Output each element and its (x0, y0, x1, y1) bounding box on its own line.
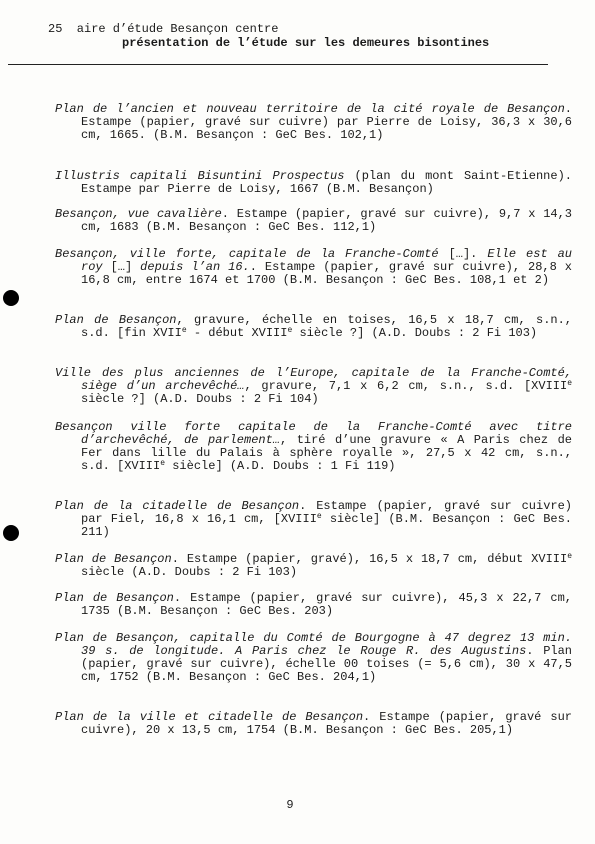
entry-text-part: , gravure, 7,1 x 6,2 cm, s.n., s.d. [XVIII (244, 379, 568, 393)
superscript: e (160, 459, 166, 468)
bibliography-entry (55, 208, 572, 234)
entry-text: (plan du mont Saint-Etienne). Estampe par Pierre de Loisy, 1667 (B.M. Besançon) (81, 169, 572, 196)
entry-title: Besançon, vue cavalière (55, 207, 222, 221)
entry-text-part: - début XVIII (186, 326, 288, 340)
entry-text: siècle] (B.M. Besançon : GeC Bes. 211) (81, 512, 572, 539)
entry-text: siècle] (A.D. Doubs : 1 Fi 119) (165, 459, 396, 473)
entry-text-part: […]. (438, 247, 488, 261)
entry-text-part: […] (102, 260, 141, 274)
bibliography-entry (55, 314, 572, 340)
entry-text: . Estampe (papier, gravé sur cuivre) par Pierre de Loisy, 36,3 x 30,6 cm, 1665. (B.M. Besançon : GeC Bes. 102,1) (81, 102, 572, 142)
bibliography-entry (55, 170, 572, 196)
entry-text: siècle ?] (A.D. Doubs : 2 Fi 103) (292, 326, 538, 340)
entry-title: Besançon ville forte capitale de la Franche-Comté avec titre d’archevêché, de parlement… (55, 420, 572, 447)
entry-title: Plan de la ville et citadelle de Besançon (55, 710, 364, 724)
entry-title: Ville des plus anciennes de l’Europe, capitale de la Franche-Comté, siège d’un archevêché… (55, 366, 572, 393)
bibliography-entry (55, 592, 572, 618)
header-line-1: 25 aire d’étude Besançon centre (48, 22, 279, 36)
entry-text: . Plan (papier, gravé sur cuivre), échelle 00 toises (= 5,6 cm), 30 x 47,5 cm, 1752 (B.M. Besançon : GeC Bes. 204,1) (81, 644, 572, 684)
entry-title: Plan de la citadelle de Besançon (55, 499, 300, 513)
bibliography-entry (55, 103, 572, 142)
superscript: e (181, 326, 187, 335)
entry-text: . Estampe (papier, gravé sur cuivre), 9,7 x 14,3 cm, 1683 (B.M. Besançon : GeC Bes. 112,1) (81, 207, 572, 234)
bibliography-entry (55, 711, 572, 737)
entry-text: . Estampe (papier, gravé sur cuivre), 45,3 x 22,7 cm, 1735 (B.M. Besançon : GeC Bes. 203) (81, 591, 572, 618)
running-header (48, 22, 548, 50)
entry-title: Illustris capitali Bisuntini Prospectus (55, 169, 345, 183)
superscript: e (567, 552, 573, 561)
bibliography-entry (55, 421, 572, 473)
entry-text-part: , tiré d’une gravure « A Paris chez de Fer dans lille du Palais à sphère royalle », 27,5 x 42 cm, s.n., s.d. [XVIII (81, 433, 572, 473)
entry-text: siècle ?] (A.D. Doubs : 2 Fi 104) (81, 392, 319, 406)
page-number: 9 (286, 798, 294, 812)
entry-text: . Estampe (papier, gravé sur cuivre), 28,8 x 16,8 cm, entre 1674 et 1700 (B.M. Besançon : GeC Bes. 108,1 et 2) (81, 260, 572, 287)
entry-title: Besançon, ville forte, capitale de la Franche-Comté (55, 247, 439, 261)
binder-hole-top (3, 290, 19, 306)
bibliography-entry (55, 632, 572, 684)
bibliography-entry (55, 248, 572, 287)
binder-hole-bottom (3, 525, 19, 541)
bibliography-entry (55, 367, 572, 406)
entry-text-part: . Estampe (papier, gravé), 16,5 x 18,7 cm, début XVIII (171, 552, 568, 566)
entry-title-part: depuis l’an 16. (140, 260, 250, 274)
superscript: e (567, 379, 572, 388)
superscript: e (316, 512, 322, 521)
header-rule (8, 64, 548, 65)
entry-text: . Estampe (papier, gravé sur cuivre), 20 x 13,5 cm, 1754 (B.M. Besançon : GeC Bes. 205,1) (81, 710, 572, 737)
entry-title: Plan de l’ancien et nouveau territoire de la cité royale de Besançon (55, 102, 565, 116)
entry-title: Plan de Besançon (55, 591, 174, 605)
entry-text: siècle (A.D. Doubs : 2 Fi 103) (81, 565, 298, 579)
entry-title: Plan de Besançon (55, 313, 177, 327)
entry-text-part: , gravure, échelle en toises, 16,5 x 18,7 cm, s.n., s.d. [fin XVII (81, 313, 572, 340)
bibliography-entry (55, 500, 572, 539)
header-line-2: présentation de l’étude sur les demeures bisontines (122, 36, 490, 50)
entry-title: Plan de Besançon (55, 552, 172, 566)
entry-text-part: . Estampe (papier, gravé sur cuivre) par Fiel, 16,8 x 16,1 cm, [XVIII (81, 499, 572, 526)
entry-title-part: Elle est au roy (81, 247, 572, 274)
entry-title: Plan de Besançon, capitalle du Comté de Bourgogne à 47 degrez 13 min. 39 s. de longitude. A Paris chez le Rouge R. des Augustins (55, 631, 572, 658)
superscript: e (287, 326, 293, 335)
bibliography-entry (55, 553, 572, 579)
